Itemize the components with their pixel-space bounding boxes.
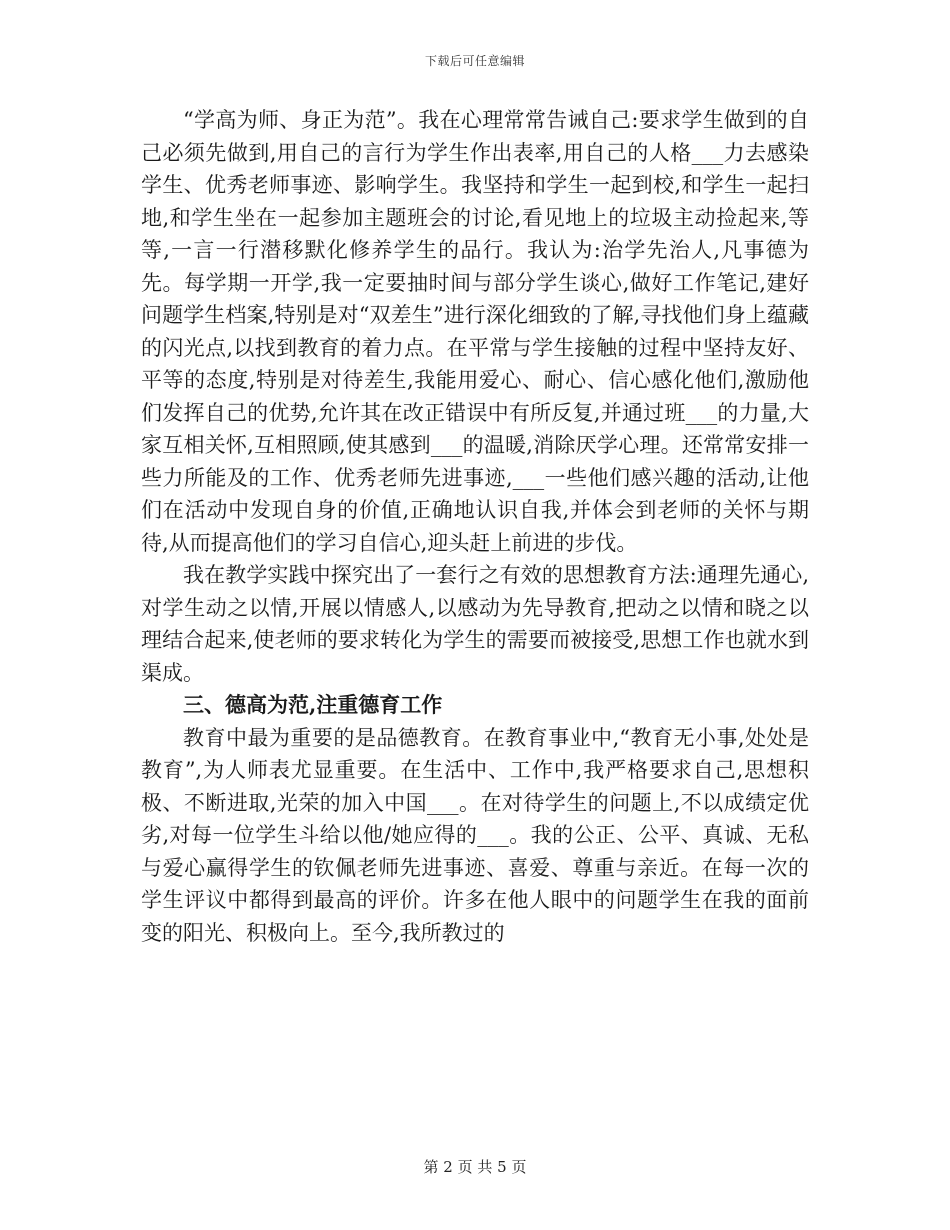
paragraph-education-method: 我在教学实践中探究出了一套行之有效的思想教育方法:通理先通心,对学生动之以情,开展以情感人,以感动为先导教育,把动之以情和晓之以理结合起来,使老师的要求转化为学生的需要而被接受,思想工作也就水到渠成。 — [141, 563, 809, 685]
header-note: 下载后可任意编辑 — [424, 54, 525, 68]
page-number: 第 2 页 共 5 页 — [423, 1158, 527, 1176]
paragraph-role-model: “学高为师、身正为范”。我在心理常常告诫自己:要求学生做到的自己必须先做到,用自己的言行为学生作出表率,用自己的人格___力去感染学生、优秀老师事迹、影响学生。我坚持和学生一起到校,和学生一起扫地,和学生坐在一起参加主题班会的讨论,看见地上的垃圾主动捡起来,等等,一言一行潜移默化修养学生的品行。我认为:治学先治人,凡事德为先。每学期一开学,我一定要抽时间与部分学生谈心,做好工作笔记,建好问题学生档案,特别是对“双差生”进行深化细致的了解,寻找他们身上蕴藏的闪光点,以找到教育的着力点。在平常与学生接触的过程中坚持友好、平等的态度,特别是对待差生,我能用爱心、耐心、信心感化他们,激励他们发挥自己的优势,允许其在改正错误中有所反复,并通过班___的力量,大家互相关怀,互相照顾,使其感到___的温暖,消除厌学心理。还常常安排一些力所能及的工作、优秀老师先进事迹,___一些他们感兴趣的活动,让他们在活动中发现自身的价值,正确地认识自我,并体会到老师的关怀与期待,从而提高他们的学习自信心,迎头赶上前进的步伐。 — [141, 108, 809, 555]
document-body — [141, 104, 809, 949]
paragraph-moral-education: 教育中最为重要的是品德教育。在教育事业中,“教育无小事,处处是教育”,为人师表尤显重要。在生活中、工作中,我严格要求自己,思想积极、不断进取,光荣的加入中国___。在对待学生的问题上,不以成绩定优劣,对每一位学生斗给以他/她应得的___。我的公正、公平、真诚、无私与爱心赢得学生的钦佩老师先进事迹、喜爱、尊重与亲近。在每一次的学生评议中都得到最高的评价。许多在他人眼中的问题学生在我的面前变的阳光、积极向上。至今,我所教过的 — [141, 725, 809, 945]
section-heading-moral-education: 三、德高为范,注重德育工作 — [183, 692, 443, 717]
